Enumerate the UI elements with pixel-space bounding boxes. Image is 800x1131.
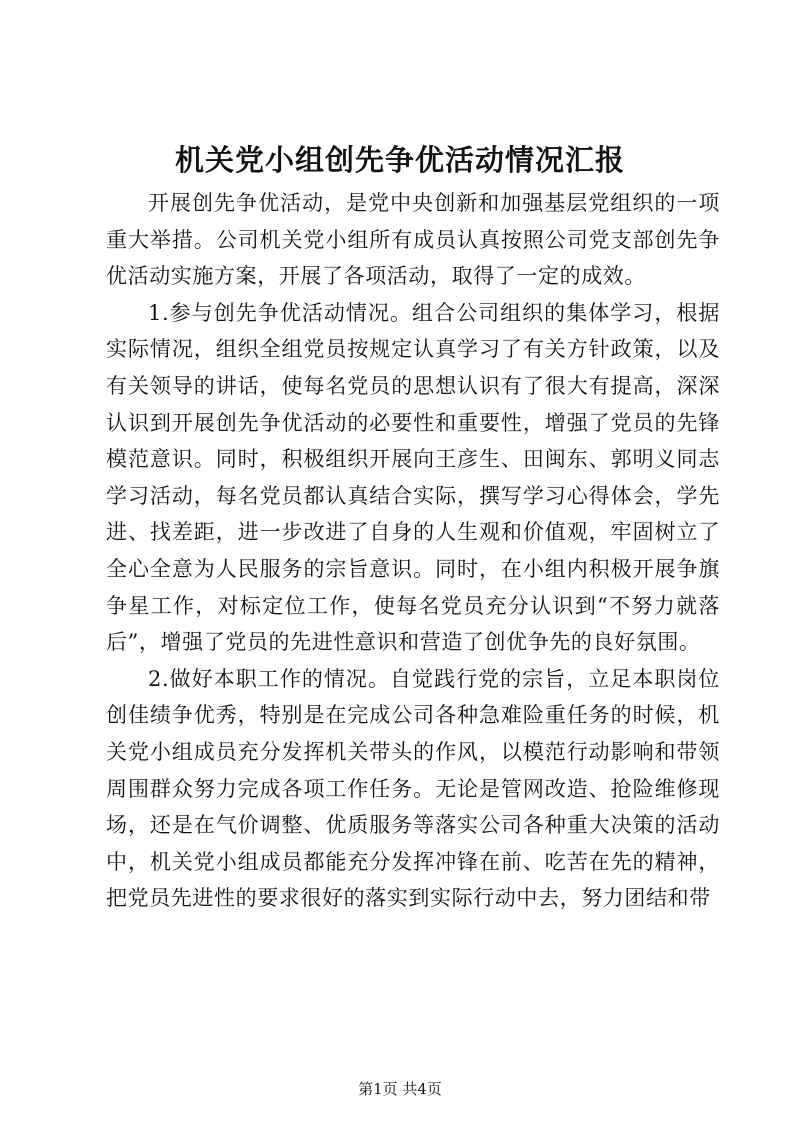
page-number-footer: 第1页 共4页 <box>358 1080 442 1098</box>
intro-paragraph: 开展创先争优活动，是党中央创新和加强基层党组织的一项重大举措。公司机关党小组所有成员认真按照公司党支部创先争优活动实施方案，开展了各项活动，取得了一定的成效。 <box>106 191 720 289</box>
section-2-paragraph: 2.做好本职工作的情况。自觉践行党的宗旨，立足本职岗位创佳绩争优秀，特别是在完成公司各种急难险重任务的时候，机关党小组成员充分发挥机关带头的作风，以模范行动影响和带领周围群众努力完成各项工作任务。无论是管网改造、抢险维修现场，还是在气价调整、优质服务等落实公司各种重大决策的活动中，机关党小组成员都能充分发挥冲锋在前、吃苦在先的精神，把党员先进性的要求很好的落实到实际行动中去，努力团结和带 <box>106 666 720 911</box>
document-title: 机关党小组创先争优活动情况汇报 <box>174 143 625 177</box>
section-1-paragraph: 1.参与创先争优活动情况。组合公司组织的集体学习，根据实际情况，组织全组党员按规定认真学习了有关方针政策，以及有关领导的讲话，使每名党员的思想认识有了很大有提高，深深认识到开展创先争优活动的必要性和重要性，增强了党员的先锋模范意识。同时，积极组织开展向王彦生、田闽东、郭明义同志学习活动，每名党员都认真结合实际，撰写学习心得体会，学先进、找差距，进一步改进了自身的人生观和价值观，牢固树立了全心全意为人民服务的宗旨意识。同时，在小组内积极开展争旗争星工作，对标定位工作，使每名党员充分认识到“不努力就落后”，增强了党员的先进性意识和营造了创优争先的良好氛围。 <box>106 300 720 655</box>
document-body <box>106 185 720 917</box>
